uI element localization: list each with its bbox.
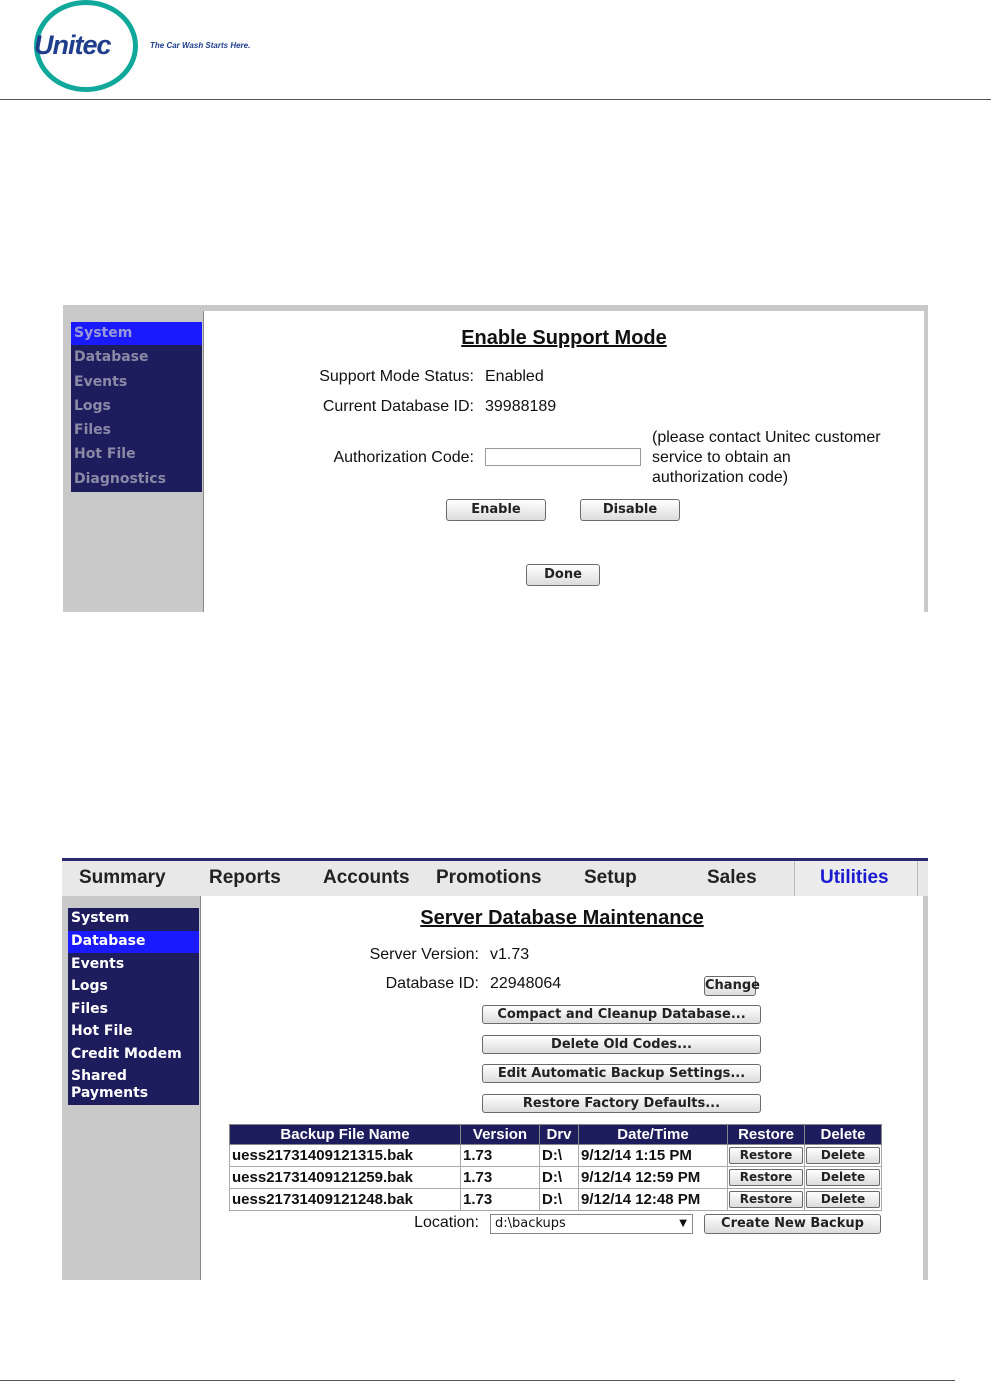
restore-button[interactable]: Restore — [729, 1147, 803, 1164]
tab-reports[interactable]: Reports — [209, 867, 281, 888]
table-row — [230, 1167, 882, 1189]
logo-text: Unitec — [34, 30, 111, 60]
sidebar-item-system[interactable]: System — [71, 910, 130, 926]
create-new-backup-button[interactable]: Create New Backup — [704, 1214, 881, 1234]
database-id-label: Current Database ID: — [322, 398, 474, 415]
backup-drive: D:\ — [540, 1189, 579, 1211]
tab-summary[interactable]: Summary — [79, 867, 166, 888]
sidebar-item-logs[interactable]: Logs — [71, 978, 108, 994]
status-label: Support Mode Status: — [319, 368, 474, 385]
change-database-id-button[interactable]: Change — [704, 976, 756, 996]
sidebar-item-diagnostics[interactable]: Diagnostics — [74, 471, 166, 487]
sidebar-item-hot-file[interactable]: Hot File — [74, 446, 136, 462]
authorization-code-input[interactable] — [485, 448, 641, 466]
restore-button[interactable]: Restore — [729, 1169, 803, 1186]
page-title: Enable Support Mode — [461, 327, 667, 349]
note-line: authorization code) — [652, 469, 789, 486]
authorization-note — [652, 428, 912, 488]
sidebar-item-database[interactable]: Database — [68, 931, 199, 953]
backup-version: 1.73 — [461, 1189, 540, 1211]
compact-cleanup-button[interactable]: Compact and Cleanup Database... — [482, 1005, 761, 1024]
delete-button[interactable]: Delete — [806, 1191, 880, 1208]
sidebar-item-shared-payments[interactable]: Shared Payments — [71, 1068, 149, 1101]
sidebar-item-database[interactable]: Database — [74, 349, 149, 365]
table-header-row — [230, 1125, 882, 1145]
header-divider — [0, 99, 991, 100]
disable-button[interactable]: Disable — [580, 499, 680, 521]
column-header-restore: Restore — [728, 1125, 805, 1145]
table-row — [230, 1145, 882, 1167]
sidebar-item-events[interactable]: Events — [71, 956, 125, 972]
top-tab-bar — [62, 858, 928, 896]
delete-cell — [805, 1167, 882, 1189]
content-panel — [203, 311, 924, 612]
column-header-version: Version — [461, 1125, 540, 1145]
content-panel — [200, 896, 923, 1280]
backup-version: 1.73 — [461, 1145, 540, 1167]
database-id-label: Database ID: — [385, 975, 479, 992]
backup-file-name: uess21731409121248.bak — [230, 1189, 461, 1211]
enable-button[interactable]: Enable — [446, 499, 546, 521]
done-button[interactable]: Done — [526, 564, 600, 586]
restore-button[interactable]: Restore — [729, 1191, 803, 1208]
support-mode-screenshot — [63, 305, 928, 612]
backup-file-name: uess21731409121259.bak — [230, 1167, 461, 1189]
tab-sales[interactable]: Sales — [707, 867, 757, 888]
database-maintenance-screenshot — [62, 858, 928, 1280]
restore-cell — [728, 1167, 805, 1189]
sidebar-item-credit-modem[interactable]: Credit Modem — [71, 1046, 182, 1062]
sidebar-item-files[interactable]: Files — [74, 422, 111, 438]
location-value: d:\backups — [495, 1216, 566, 1231]
backup-drive: D:\ — [540, 1167, 579, 1189]
server-version-value: v1.73 — [490, 946, 530, 963]
sidebar-item-system[interactable]: System — [71, 322, 202, 345]
database-id-value: 39988189 — [485, 398, 557, 415]
backup-datetime: 9/12/14 1:15 PM — [579, 1145, 728, 1167]
tagline: The Car Wash Starts Here. — [150, 41, 251, 50]
column-header-delete: Delete — [805, 1125, 882, 1145]
note-line: service to obtain an — [652, 449, 791, 466]
delete-old-codes-button[interactable]: Delete Old Codes... — [482, 1035, 761, 1054]
sidebar-item-hot-file[interactable]: Hot File — [71, 1023, 133, 1039]
authorization-code-label: Authorization Code: — [333, 449, 474, 466]
chevron-down-icon: ▼ — [679, 1218, 687, 1229]
backup-datetime: 9/12/14 12:48 PM — [579, 1189, 728, 1211]
sidebar-item-events[interactable]: Events — [74, 374, 128, 390]
footer-divider — [0, 1380, 955, 1381]
tab-setup[interactable]: Setup — [584, 867, 637, 888]
note-line: (please contact Unitec customer — [652, 429, 881, 446]
status-value: Enabled — [485, 368, 544, 385]
location-select[interactable] — [490, 1214, 693, 1234]
backup-file-name: uess21731409121315.bak — [230, 1145, 461, 1167]
sidebar-item-logs[interactable]: Logs — [74, 398, 111, 414]
delete-cell — [805, 1189, 882, 1211]
sidebar-item-files[interactable]: Files — [71, 1001, 108, 1017]
edit-backup-settings-button[interactable]: Edit Automatic Backup Settings... — [482, 1064, 761, 1083]
backups-table — [229, 1124, 882, 1211]
restore-factory-defaults-button[interactable]: Restore Factory Defaults... — [482, 1094, 761, 1113]
restore-cell — [728, 1189, 805, 1211]
server-version-label: Server Version: — [369, 946, 479, 963]
location-label: Location: — [414, 1214, 479, 1231]
delete-cell — [805, 1145, 882, 1167]
restore-cell — [728, 1145, 805, 1167]
delete-button[interactable]: Delete — [806, 1147, 880, 1164]
database-id-value: 22948064 — [490, 975, 562, 992]
table-row — [230, 1189, 882, 1211]
tab-accounts[interactable]: Accounts — [323, 867, 410, 888]
column-header-datetime: Date/Time — [579, 1125, 728, 1145]
backup-version: 1.73 — [461, 1167, 540, 1189]
tab-utilities[interactable]: Utilities — [820, 867, 889, 888]
column-header-file-name: Backup File Name — [230, 1125, 461, 1145]
column-header-drive: Drv — [540, 1125, 579, 1145]
tab-promotions[interactable]: Promotions — [436, 867, 542, 888]
backup-drive: D:\ — [540, 1145, 579, 1167]
page-title: Server Database Maintenance — [420, 907, 704, 929]
delete-button[interactable]: Delete — [806, 1169, 880, 1186]
backup-datetime: 9/12/14 12:59 PM — [579, 1167, 728, 1189]
